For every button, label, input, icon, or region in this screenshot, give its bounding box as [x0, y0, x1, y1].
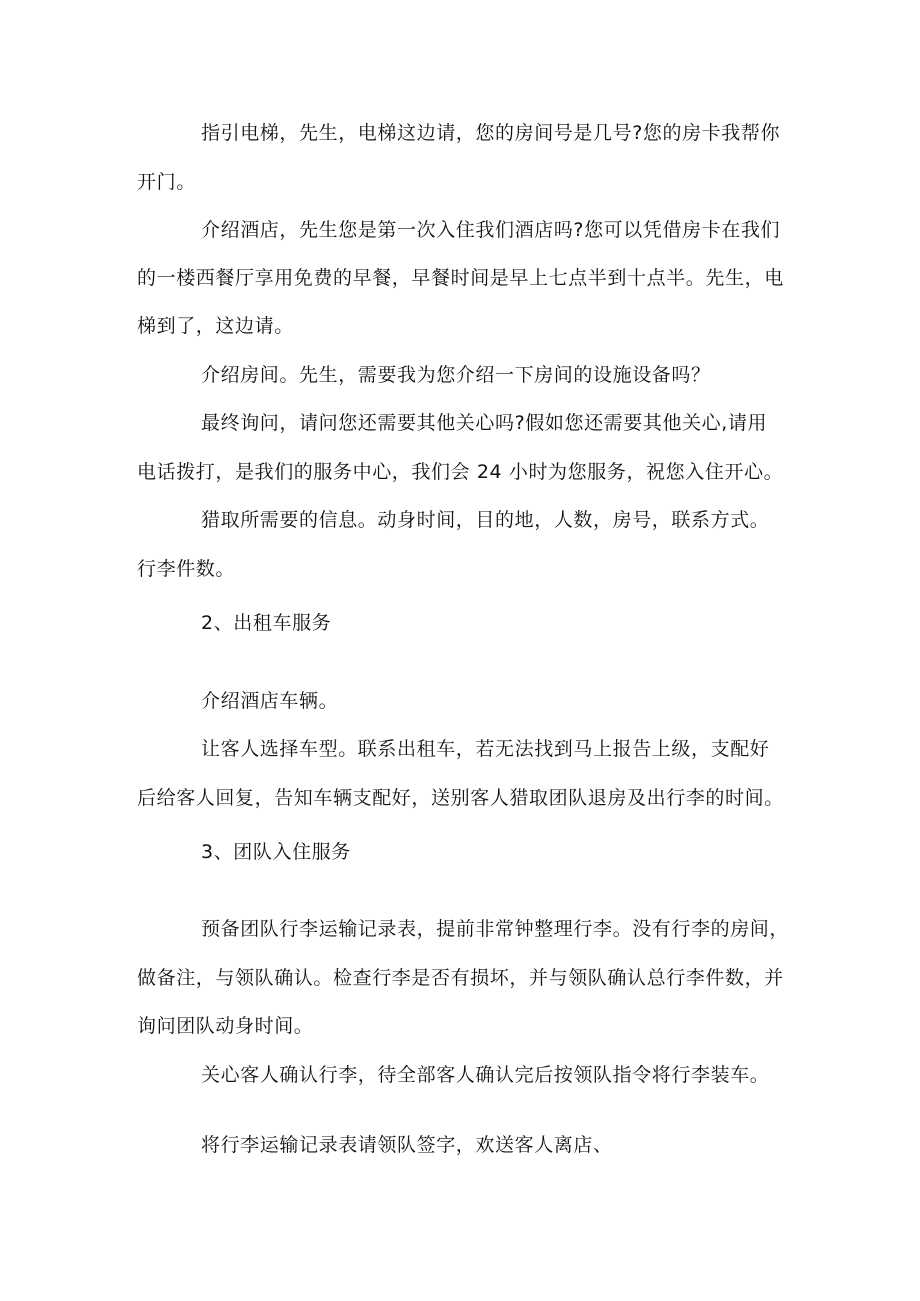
paragraph-line: 做备注，与领队确认。检查行李是否有损坏，并与领队确认总行李件数，并: [137, 967, 784, 989]
paragraph-line: 介绍酒店，先生您是第一次入住我们酒店吗?您可以凭借房卡在我们: [201, 219, 781, 241]
paragraph-line: 指引电梯，先生，电梯这边请，您的房间号是几号?您的房卡我帮你: [201, 122, 781, 144]
paragraph-line: 预备团队行李运输记录表，提前非常钟整理行李。没有行李的房间，: [201, 918, 790, 940]
paragraph-line: 将行李运输记录表请领队签字，欢送客人离店、: [201, 1134, 613, 1156]
section-heading: 3、团队入住服务: [201, 841, 351, 863]
paragraph-line: 的一楼西餐厅享用免费的早餐，早餐时间是早上七点半到十点半。先生，电: [137, 267, 784, 289]
paragraph-line: 后给客人回复，告知车辆支配好，送别客人猎取团队退房及出行李的时间。: [137, 787, 784, 809]
paragraph-line: 介绍房间。先生，需要我为您介绍一下房间的设施设备吗？: [201, 364, 711, 386]
paragraph-line: 开门。: [137, 171, 196, 193]
paragraph-line: 梯到了，这边请。: [137, 315, 294, 337]
paragraph-line: 询问团队动身时间。: [137, 1015, 314, 1037]
paragraph-line: 让客人选择车型。联系出租车，若无法找到马上报告上级，支配好: [201, 738, 770, 760]
paragraph-line: 最终询问，请问您还需要其他关心吗?假如您还需要其他关心,请用: [201, 412, 768, 434]
paragraph-line: 猎取所需要的信息。动身时间，目的地，人数，房号，联系方式。: [201, 509, 770, 531]
paragraph-line: 电话拨打，是我们的服务中心，我们会 24 小时为您服务，祝您入住开心。: [137, 461, 784, 483]
paragraph-line: 行李件数。: [137, 558, 236, 580]
section-heading: 2、出租车服务: [201, 612, 332, 634]
paragraph-line: 介绍酒店车辆。: [201, 690, 339, 712]
paragraph-line: 关心客人确认行李，待全部客人确认完后按领队指令将行李装车。: [201, 1064, 770, 1086]
